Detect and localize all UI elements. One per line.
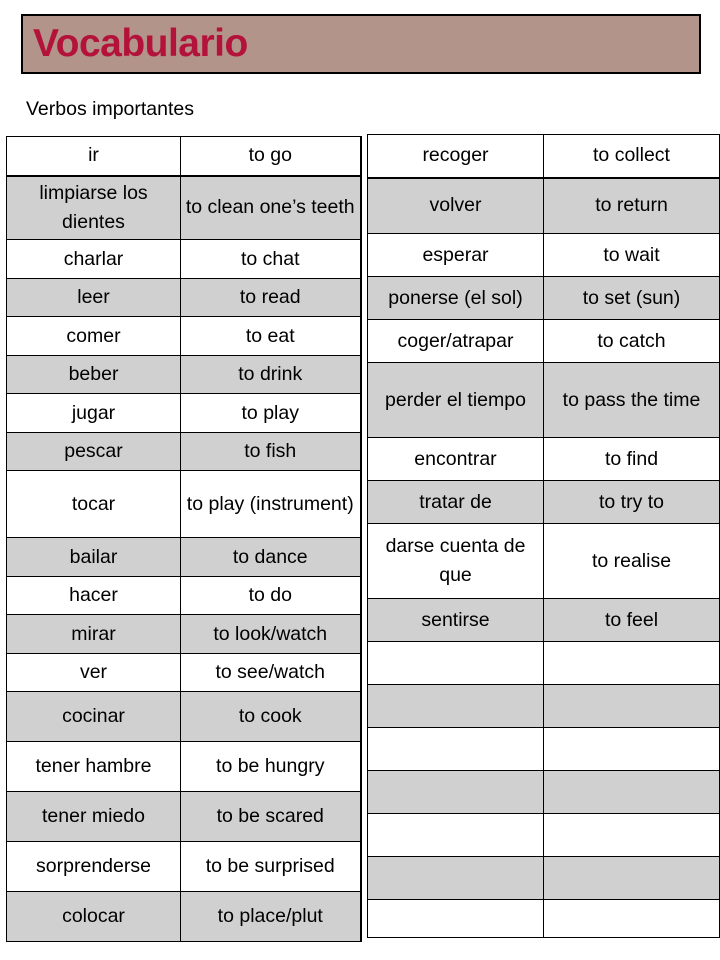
english-translation-cell: to wait (544, 234, 720, 277)
table-row (7, 577, 361, 615)
spanish-term-cell: mirar (7, 615, 181, 654)
spanish-term-cell: limpiarse los dientes (7, 176, 181, 240)
spanish-term-cell: ir (7, 137, 181, 176)
english-translation-cell: to see/watch (181, 654, 361, 692)
table-row (368, 438, 720, 481)
spanish-term-cell: sorprenderse (7, 842, 181, 892)
section-subtitle: Verbos importantes (26, 98, 195, 120)
spanish-term-cell: tener miedo (7, 792, 181, 842)
english-translation-cell: to feel (544, 599, 720, 642)
spanish-term-cell: tratar de (368, 481, 544, 524)
table-row (368, 642, 720, 685)
table-row (368, 234, 720, 277)
spanish-term-cell: sentirse (368, 599, 544, 642)
spanish-term-cell (368, 814, 544, 857)
table-row (368, 728, 720, 771)
english-translation-cell: to set (sun) (544, 277, 720, 320)
spanish-term-cell: coger/atrapar (368, 320, 544, 363)
table-row (7, 742, 361, 792)
english-translation-cell: to do (181, 577, 361, 615)
spanish-term-cell (368, 685, 544, 728)
table-row (7, 471, 361, 538)
table-row (7, 615, 361, 654)
spanish-term-cell (368, 771, 544, 814)
page-title: Vocabulario (33, 22, 248, 65)
spanish-term-cell: cocinar (7, 692, 181, 742)
english-translation-cell: to try to (544, 481, 720, 524)
spanish-term-cell: tener hambre (7, 742, 181, 792)
english-translation-cell: to realise (544, 524, 720, 599)
english-translation-cell: to chat (181, 240, 361, 279)
table-row (7, 240, 361, 279)
english-translation-cell: to collect (544, 135, 720, 178)
vocab-table-right (367, 134, 720, 938)
english-translation-cell: to eat (181, 317, 361, 356)
english-translation-cell: to play (181, 394, 361, 433)
table-row (7, 538, 361, 577)
table-row (368, 524, 720, 599)
table-row (7, 176, 361, 240)
table-row (7, 137, 361, 176)
table-row (7, 654, 361, 692)
spanish-term-cell: volver (368, 178, 544, 234)
spanish-term-cell: tocar (7, 471, 181, 538)
table-row (368, 481, 720, 524)
english-translation-cell: to drink (181, 356, 361, 394)
spanish-term-cell: encontrar (368, 438, 544, 481)
spanish-term-cell: perder el tiempo (368, 363, 544, 438)
english-translation-cell: to dance (181, 538, 361, 577)
table-row (368, 814, 720, 857)
spanish-term-cell: recoger (368, 135, 544, 178)
spanish-term-cell (368, 857, 544, 900)
english-translation-cell: to clean one’s teeth (181, 176, 361, 240)
english-translation-cell (544, 685, 720, 728)
english-translation-cell (544, 728, 720, 771)
english-translation-cell (544, 642, 720, 685)
spanish-term-cell: pescar (7, 433, 181, 471)
spanish-term-cell: colocar (7, 892, 181, 942)
english-translation-cell: to read (181, 279, 361, 317)
table-row (368, 277, 720, 320)
title-banner (21, 14, 701, 74)
spanish-term-cell: bailar (7, 538, 181, 577)
english-translation-cell: to go (181, 137, 361, 176)
table-row (7, 356, 361, 394)
english-translation-cell: to be hungry (181, 742, 361, 792)
spanish-term-cell: comer (7, 317, 181, 356)
table-row (7, 892, 361, 942)
table-row (368, 135, 720, 178)
spanish-term-cell (368, 900, 544, 938)
spanish-term-cell: leer (7, 279, 181, 317)
spanish-term-cell (368, 642, 544, 685)
english-translation-cell: to pass the time (544, 363, 720, 438)
table-row (368, 320, 720, 363)
english-translation-cell (544, 857, 720, 900)
table-row (7, 692, 361, 742)
table-row (7, 279, 361, 317)
english-translation-cell: to cook (181, 692, 361, 742)
table-row (7, 792, 361, 842)
table-row (7, 433, 361, 471)
english-translation-cell: to return (544, 178, 720, 234)
spanish-term-cell: esperar (368, 234, 544, 277)
spanish-term-cell (368, 728, 544, 771)
table-row (368, 771, 720, 814)
spanish-term-cell: darse cuenta de que (368, 524, 544, 599)
table-row (368, 599, 720, 642)
english-translation-cell: to fish (181, 433, 361, 471)
table-row (7, 842, 361, 892)
spanish-term-cell: hacer (7, 577, 181, 615)
english-translation-cell (544, 814, 720, 857)
english-translation-cell: to be surprised (181, 842, 361, 892)
english-translation-cell: to place/plut (181, 892, 361, 942)
table-row (368, 178, 720, 234)
table-row (368, 685, 720, 728)
table-row (7, 317, 361, 356)
table-row (368, 857, 720, 900)
english-translation-cell: to look/watch (181, 615, 361, 654)
spanish-term-cell: charlar (7, 240, 181, 279)
english-translation-cell (544, 771, 720, 814)
table-row (7, 394, 361, 433)
spanish-term-cell: ponerse (el sol) (368, 277, 544, 320)
table-row (368, 363, 720, 438)
table-row (368, 900, 720, 938)
vocab-table-left (6, 136, 362, 942)
english-translation-cell: to be scared (181, 792, 361, 842)
spanish-term-cell: jugar (7, 394, 181, 433)
english-translation-cell: to play (instrument) (181, 471, 361, 538)
english-translation-cell: to catch (544, 320, 720, 363)
english-translation-cell: to find (544, 438, 720, 481)
spanish-term-cell: beber (7, 356, 181, 394)
english-translation-cell (544, 900, 720, 938)
spanish-term-cell: ver (7, 654, 181, 692)
